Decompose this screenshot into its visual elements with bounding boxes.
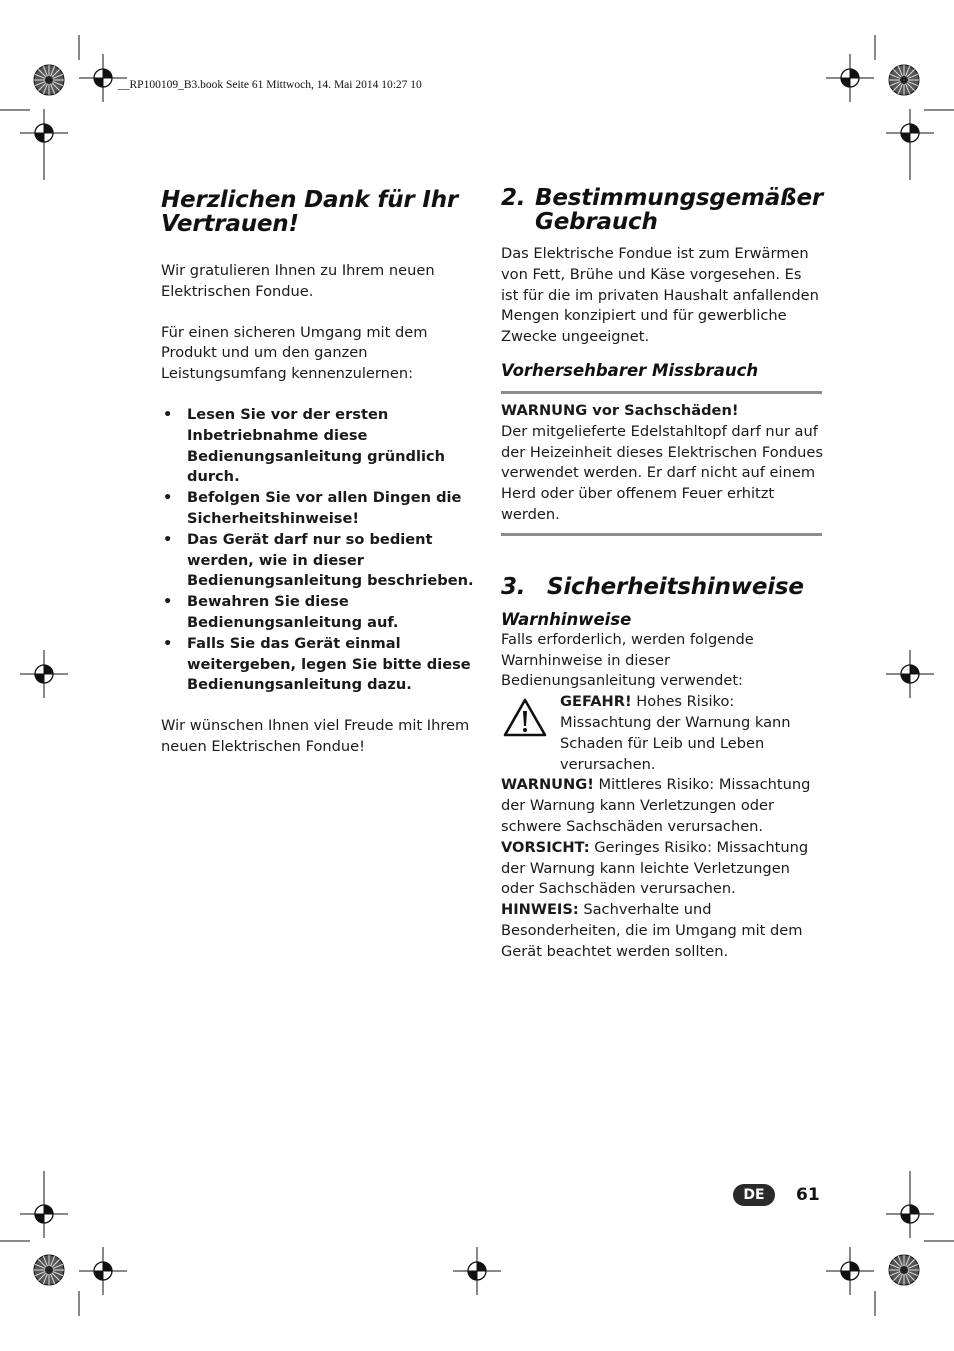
section-3-heading xyxy=(501,575,823,599)
right-column xyxy=(501,186,823,963)
closing-paragraph: Wir wünschen Ihnen viel Freude mit Ihrem neuen Elektrischen Fondue! xyxy=(161,717,470,755)
intended-use-paragraph: Das Elektrische Fondue ist zum Erwärmen von Fett, Brühe und Käse vorgesehen. Es ist für die im privaten Haushalt anfallenden Mengen konzipiert und für gewerbliche Zwecke ungeeignet. xyxy=(501,245,819,346)
section-2-heading xyxy=(501,186,823,234)
hinweis-label: HINWEIS: xyxy=(501,901,579,919)
list-item: • Bewahren Sie diese Bedienungsanleitung auf. xyxy=(161,592,483,634)
intro-paragraph-1: Wir gratulieren Ihnen zu Ihrem neuen Elektrischen Fondue. xyxy=(161,262,435,300)
list-item: • Befolgen Sie vor allen Dingen die Sicherheitshinweise! xyxy=(161,488,483,530)
vorsicht-text: Geringes Risiko: Missachtung der Warnung kann leichte Verletzungen oder Sachschäden verursachen. xyxy=(501,838,809,898)
section-number: 2. xyxy=(501,185,526,211)
list-item: • Das Gerät darf nur so bedient werden, wie in dieser Bedienungsanleitung beschrieben. xyxy=(161,530,483,592)
warnings-subheading: Warnhinweise xyxy=(501,609,632,629)
misuse-subheading: Vorhersehbarer Missbrauch xyxy=(501,360,759,380)
instruction-list xyxy=(161,405,483,696)
list-item: • Lesen Sie vor der ersten Inbetriebnahme diese Bedienungsanleitung gründlich durch. xyxy=(161,405,483,488)
section-title: Bestimmungsgemäßer Gebrauch xyxy=(535,185,823,235)
warning-body: Der mitgelieferte Edelstahltopf darf nur auf der Heizeinheit dieses Elektrischen Fondues verwendet werden. Er darf nicht auf einem Herd oder über offenem Feuer erhitzt werden. xyxy=(501,422,823,523)
gefahr-row xyxy=(501,692,823,775)
warnung-label: WARNUNG! xyxy=(501,776,594,794)
language-badge: DE xyxy=(733,1184,775,1206)
thanks-heading: Herzlichen Dank für Ihr Vertrauen! xyxy=(161,187,459,237)
warnung-text: Mittleres Risiko: Missachtung der Warnung kann Verletzungen oder schwere Sachschäden verursachen. xyxy=(501,776,811,835)
section-number: 3. xyxy=(501,573,526,600)
warning-triangle-icon xyxy=(503,698,547,738)
vorsicht-label: VORSICHT: xyxy=(501,838,590,856)
warning-title: WARNUNG vor Sachschäden! xyxy=(501,401,739,419)
print-header: __RP100109_B3.book Seite 61 Mittwoch, 14. Mai 2014 10:27 10 xyxy=(118,79,422,91)
hinweis-text: Sachverhalte und Besonderheiten, die im Umgang mit dem Gerät beachtet werden sollten. xyxy=(501,901,803,960)
section-title: Sicherheitshinweise xyxy=(547,573,804,600)
intro-paragraph-2: Für einen sicheren Umgang mit dem Produkt und um den ganzen Leistungsumfang kennenzulernen: xyxy=(161,323,428,383)
property-warning-box xyxy=(501,394,823,526)
left-column xyxy=(161,186,483,758)
list-item: • Falls Sie das Gerät einmal weitergeben, legen Sie bitte diese Bedienungsanleitung dazu. xyxy=(161,634,483,696)
warnings-intro: Falls erforderlich, werden folgende Warnhinweise in dieser Bedienungsanleitung verwendet: xyxy=(501,630,754,690)
divider xyxy=(501,533,822,536)
gefahr-label: GEFAHR! xyxy=(560,693,632,711)
gefahr-text: Hohes Risiko: Missachtung der Warnung kann Schaden für Leib und Leben verursachen. xyxy=(560,693,791,773)
page-number: 61 xyxy=(796,1185,820,1205)
